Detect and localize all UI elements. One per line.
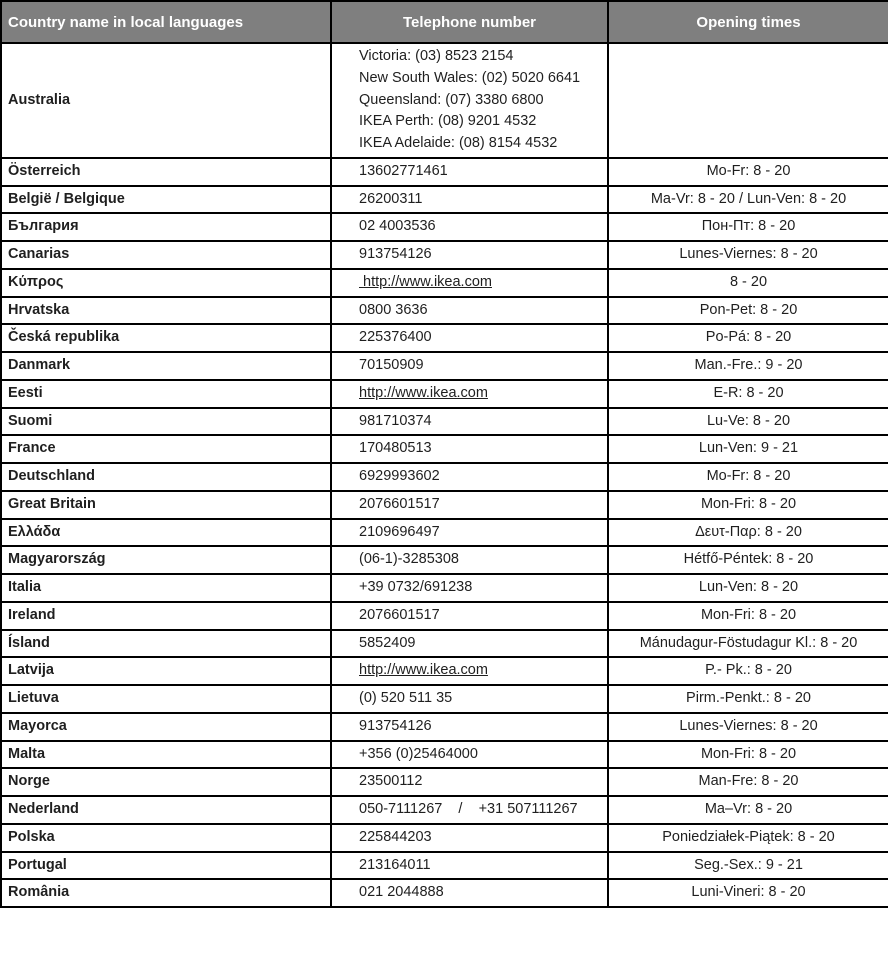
hours-cell: Lun-Ven: 8 - 20 — [608, 574, 888, 602]
table-row — [1, 685, 888, 713]
hours-cell: Lunes-Viernes: 8 - 20 — [608, 241, 888, 269]
table-row — [1, 630, 888, 658]
phone-cell — [331, 158, 608, 186]
phone-cell — [331, 657, 608, 685]
hours-cell: Ma–Vr: 8 - 20 — [608, 796, 888, 824]
hours-cell: Mon-Fri: 8 - 20 — [608, 741, 888, 769]
hours-cell: Pirm.-Penkt.: 8 - 20 — [608, 685, 888, 713]
phone-cell — [331, 324, 608, 352]
table-row — [1, 380, 888, 408]
table-row — [1, 657, 888, 685]
phone-cell — [331, 602, 608, 630]
phone-cell — [331, 213, 608, 241]
country-cell: Danmark — [1, 352, 331, 380]
phone-line: 6929993602 — [359, 468, 440, 484]
country-cell: Norge — [1, 768, 331, 796]
phone-cell — [331, 768, 608, 796]
table-row — [1, 213, 888, 241]
country-cell: Suomi — [1, 408, 331, 436]
phone-cell — [331, 463, 608, 491]
hours-cell: Luni-Vineri: 8 - 20 — [608, 879, 888, 907]
phone-line: 213164011 — [359, 856, 431, 873]
table-row — [1, 408, 888, 436]
hours-cell: E-R: 8 - 20 — [608, 380, 888, 408]
phone-line: 5852409 — [359, 634, 416, 651]
phone-line: 0800 3636 — [359, 301, 428, 318]
table-body — [1, 43, 888, 907]
phone-line: 170480513 — [359, 440, 432, 457]
country-cell: Australia — [1, 43, 331, 158]
hours-cell — [608, 43, 888, 158]
country-cell: Italia — [1, 574, 331, 602]
phone-cell — [331, 852, 608, 880]
header-hours: Opening times — [608, 1, 888, 43]
phone-cell — [331, 741, 608, 769]
country-cell: България — [1, 213, 331, 241]
country-cell: Magyarország — [1, 546, 331, 574]
header-country: Country name in local languages — [1, 1, 331, 43]
table-row — [1, 713, 888, 741]
phone-cell — [331, 824, 608, 852]
country-cell: Canarias — [1, 241, 331, 269]
country-cell: Latvija — [1, 657, 331, 685]
hours-cell: Mon-Fri: 8 - 20 — [608, 602, 888, 630]
phone-cell — [331, 574, 608, 602]
table-row — [1, 824, 888, 852]
country-cell: Ireland — [1, 602, 331, 630]
phone-line: New South Wales: (02) 5020 6641 — [359, 69, 581, 86]
table-row — [1, 241, 888, 269]
hours-cell: Po-Pá: 8 - 20 — [608, 324, 888, 352]
phone-line: 02 4003536 — [359, 218, 436, 235]
phone-line: 050-7111267 / +31 507111267 — [359, 801, 578, 817]
table-row — [1, 519, 888, 547]
country-cell: Česká republika — [1, 324, 331, 352]
hours-cell: Mon-Fri: 8 - 20 — [608, 491, 888, 519]
phone-line: 225844203 — [359, 828, 432, 845]
phone-line: 26200311 — [359, 190, 423, 207]
phone-line: IKEA Adelaide: (08) 8154 4532 — [359, 135, 558, 151]
table-row — [1, 269, 888, 297]
phone-line: 2076601517 — [359, 495, 440, 512]
phone-cell — [331, 408, 608, 436]
ikea-link[interactable]: http://www.ikea.com — [359, 384, 488, 401]
hours-cell: Hétfő-Péntek: 8 - 20 — [608, 546, 888, 574]
hours-cell: Mo-Fr: 8 - 20 — [608, 463, 888, 491]
table-row — [1, 491, 888, 519]
country-cell: Ελλάδα — [1, 519, 331, 547]
country-cell: Nederland — [1, 796, 331, 824]
country-cell: Polska — [1, 824, 331, 852]
country-cell: Portugal — [1, 852, 331, 880]
phone-line: 23500112 — [359, 773, 423, 790]
phone-cell — [331, 519, 608, 547]
phone-cell — [331, 241, 608, 269]
phone-line: (06-1)-3285308 — [359, 551, 459, 568]
country-cell: Great Britain — [1, 491, 331, 519]
table-row — [1, 852, 888, 880]
phone-cell — [331, 380, 608, 408]
table-row — [1, 43, 888, 158]
hours-cell: Man-Fre: 8 - 20 — [608, 768, 888, 796]
country-cell: Κύπρος — [1, 269, 331, 297]
hours-cell: Mo-Fr: 8 - 20 — [608, 158, 888, 186]
phone-cell — [331, 491, 608, 519]
country-cell: Lietuva — [1, 685, 331, 713]
country-cell: Österreich — [1, 158, 331, 186]
phone-line: 913754126 — [359, 717, 432, 734]
phone-line: Victoria: (03) 8523 2154 — [359, 48, 514, 64]
country-cell: Deutschland — [1, 463, 331, 491]
phone-line: 2109696497 — [359, 523, 440, 540]
table-row — [1, 186, 888, 214]
phone-line: IKEA Perth: (08) 9201 4532 — [359, 113, 537, 130]
phone-line: 981710374 — [359, 412, 432, 429]
table-row — [1, 768, 888, 796]
phone-line: Queensland: (07) 3380 6800 — [359, 91, 544, 108]
table-row — [1, 352, 888, 380]
phone-line: 70150909 — [359, 357, 424, 373]
phone-line: 021 2044888 — [359, 884, 444, 901]
hours-cell: 8 - 20 — [608, 269, 888, 297]
table-row — [1, 546, 888, 574]
hours-cell: Pon-Pet: 8 - 20 — [608, 297, 888, 325]
table-row — [1, 435, 888, 463]
hours-cell: Δευτ-Παρ: 8 - 20 — [608, 519, 888, 547]
table-row — [1, 158, 888, 186]
phone-cell — [331, 186, 608, 214]
phone-cell — [331, 435, 608, 463]
country-cell: România — [1, 879, 331, 907]
country-cell: France — [1, 435, 331, 463]
header-phone: Telephone number — [331, 1, 608, 43]
phone-line: +356 (0)25464000 — [359, 745, 478, 762]
table-row — [1, 796, 888, 824]
country-cell: Mayorca — [1, 713, 331, 741]
country-cell: Hrvatska — [1, 297, 331, 325]
phone-line: 13602771461 — [359, 162, 448, 179]
country-cell: Eesti — [1, 380, 331, 408]
hours-cell: Poniedziałek-Piątek: 8 - 20 — [608, 824, 888, 852]
phone-cell — [331, 796, 608, 824]
phone-cell — [331, 352, 608, 380]
phone-cell — [331, 297, 608, 325]
phone-line: (0) 520 511 35 — [359, 690, 453, 706]
table-row — [1, 741, 888, 769]
phone-cell — [331, 713, 608, 741]
table-row — [1, 297, 888, 325]
phone-cell — [331, 630, 608, 658]
table-row — [1, 879, 888, 907]
country-cell: België / Belgique — [1, 186, 331, 214]
hours-cell: Lun-Ven: 9 - 21 — [608, 435, 888, 463]
hours-cell: Ma-Vr: 8 - 20 / Lun-Ven: 8 - 20 — [608, 186, 888, 214]
table-row — [1, 324, 888, 352]
hours-cell: Mánudagur-Föstudagur Kl.: 8 - 20 — [608, 630, 888, 658]
ikea-link[interactable]: http://www.ikea.com — [359, 662, 488, 679]
table-row — [1, 463, 888, 491]
country-cell: Malta — [1, 741, 331, 769]
phone-line: 225376400 — [359, 329, 432, 346]
phone-cell — [331, 879, 608, 907]
hours-cell: P.- Pk.: 8 - 20 — [608, 657, 888, 685]
table-row — [1, 574, 888, 602]
header-row — [1, 1, 888, 43]
phone-line: 913754126 — [359, 246, 432, 262]
phone-cell — [331, 685, 608, 713]
phone-line: 2076601517 — [359, 606, 440, 623]
phone-line: +39 0732/691238 — [359, 579, 473, 595]
hours-cell: Lunes-Viernes: 8 - 20 — [608, 713, 888, 741]
hours-cell: Пон-Пт: 8 - 20 — [608, 213, 888, 241]
phone-cell — [331, 546, 608, 574]
hours-cell: Seg.-Sex.: 9 - 21 — [608, 852, 888, 880]
phone-cell — [331, 43, 608, 158]
hours-cell: Man.-Fre.: 9 - 20 — [608, 352, 888, 380]
hours-cell: Lu-Ve: 8 - 20 — [608, 408, 888, 436]
ikea-link[interactable]: http://www.ikea.com — [359, 273, 492, 290]
phone-cell — [331, 269, 608, 297]
table-row — [1, 602, 888, 630]
country-cell: Ísland — [1, 630, 331, 658]
